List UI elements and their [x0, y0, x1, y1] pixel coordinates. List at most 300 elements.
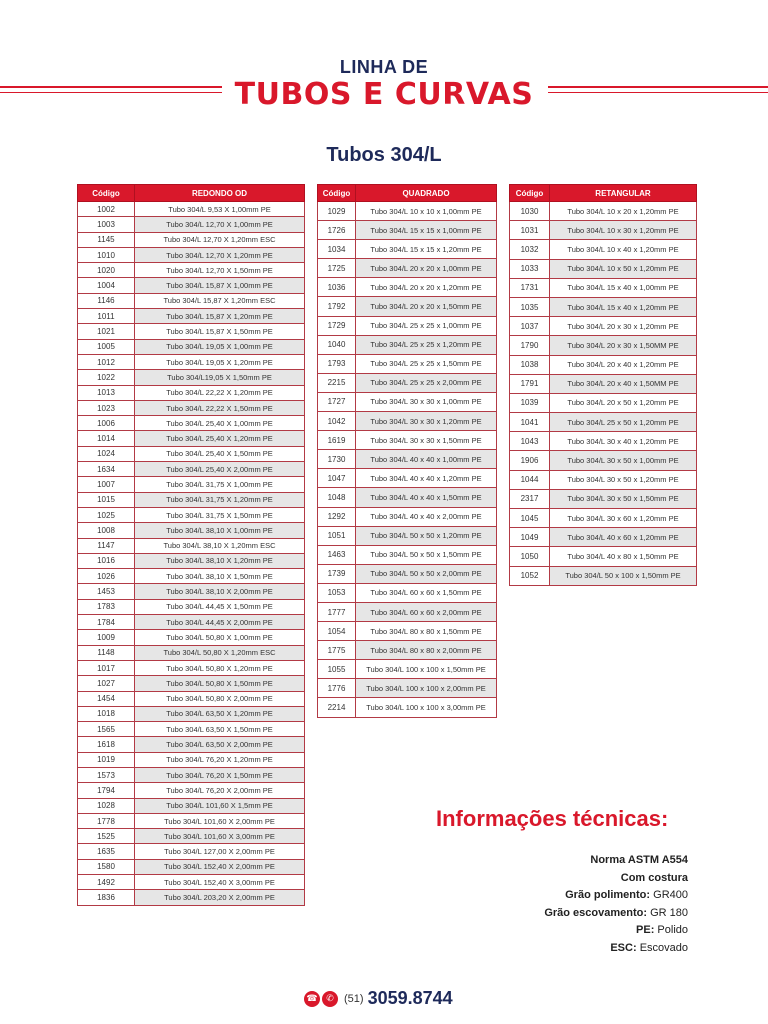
info-label: Com costura [620, 871, 688, 884]
cell-code: 1580 [78, 859, 135, 874]
col-header-code: Código [510, 185, 550, 202]
phone-number[interactable]: 3059.8744 [367, 988, 453, 1008]
cell-code: 1015 [78, 492, 135, 507]
cell-description: Tubo 304/L 60 x 60 x 2,00mm PE [356, 602, 497, 621]
cell-code: 1007 [78, 477, 135, 492]
table-row [510, 202, 697, 221]
cell-code: 1055 [318, 660, 356, 679]
cell-description: Tubo 304/L 50,80 X 1,00mm PE [135, 630, 305, 645]
table-row [78, 462, 305, 477]
table-row [510, 566, 697, 585]
table-row [78, 859, 305, 874]
cell-code: 1791 [510, 374, 550, 393]
info-line [544, 922, 688, 940]
table-row [318, 278, 497, 297]
technical-info [544, 852, 688, 957]
cell-code: 1454 [78, 691, 135, 706]
cell-description: Tubo 304/L 31,75 X 1,00mm PE [135, 477, 305, 492]
cell-description: Tubo 304/L 20 x 30 x 1,50MM PE [550, 336, 697, 355]
table-row [78, 202, 305, 217]
cell-code: 1777 [318, 602, 356, 621]
table-row [510, 240, 697, 259]
table-row [318, 660, 497, 679]
cell-description: Tubo 304/L 25,40 X 1,20mm PE [135, 431, 305, 446]
cell-code: 1906 [510, 451, 550, 470]
cell-code: 1050 [510, 547, 550, 566]
table-row [318, 526, 497, 545]
header-rule-left-thin [0, 92, 222, 93]
table-row [78, 615, 305, 630]
cell-description: Tubo 304/L19,05 X 1,50mm PE [135, 370, 305, 385]
cell-code: 1618 [78, 737, 135, 752]
cell-code: 1565 [78, 722, 135, 737]
cell-code: 1054 [318, 622, 356, 641]
header-main-title: TUBOS E CURVAS [234, 77, 534, 112]
whatsapp-icon[interactable]: ✆ [322, 991, 338, 1007]
cell-code: 1037 [510, 317, 550, 336]
table-row [318, 354, 497, 373]
cell-description: Tubo 304/L 15 x 40 x 1,20mm PE [550, 297, 697, 316]
cell-code: 1029 [318, 202, 356, 221]
cell-code: 1010 [78, 247, 135, 262]
cell-code: 1033 [510, 259, 550, 278]
cell-description: Tubo 304/L 25,40 X 2,00mm PE [135, 462, 305, 477]
cell-description: Tubo 304/L 15,87 X 1,20mm PE [135, 309, 305, 324]
cell-code: 1463 [318, 545, 356, 564]
info-label: PE: [636, 924, 655, 936]
cell-code: 1725 [318, 259, 356, 278]
info-label: Grão polimento: [565, 889, 651, 901]
cell-description: Tubo 304/L 12,70 X 1,20mm ESC [135, 232, 305, 247]
phone-icon[interactable]: ☎ [304, 991, 320, 1007]
cell-code: 1012 [78, 354, 135, 369]
table-row [318, 507, 497, 526]
cell-description: Tubo 304/L 50 x 50 x 1,20mm PE [356, 526, 497, 545]
table-row [318, 583, 497, 602]
table-row [318, 488, 497, 507]
cell-description: Tubo 304/L 44,45 X 1,50mm PE [135, 599, 305, 614]
col-header-retangular: RETANGULAR [550, 185, 697, 202]
table-row [78, 446, 305, 461]
cell-code: 1792 [318, 297, 356, 316]
cell-code: 1031 [510, 221, 550, 240]
cell-description: Tubo 304/L 40 x 60 x 1,20mm PE [550, 528, 697, 547]
cell-description: Tubo 304/L 101,60 X 3,00mm PE [135, 829, 305, 844]
table-row [318, 202, 497, 221]
cell-description: Tubo 304/L 100 x 100 x 2,00mm PE [356, 679, 497, 698]
table-row [78, 217, 305, 232]
cell-code: 1014 [78, 431, 135, 446]
table-row [318, 392, 497, 411]
cell-description: Tubo 304/L 10 x 10 x 1,00mm PE [356, 202, 497, 221]
table-row [510, 336, 697, 355]
cell-code: 1034 [318, 240, 356, 259]
table-row [510, 221, 697, 240]
cell-description: Tubo 304/L 80 x 80 x 2,00mm PE [356, 641, 497, 660]
table-row [78, 844, 305, 859]
cell-code: 1036 [318, 278, 356, 297]
section-subtitle: Tubos 304/L [326, 144, 442, 166]
cell-code: 1017 [78, 660, 135, 675]
cell-description: Tubo 304/L 20 x 20 x 1,50mm PE [356, 297, 497, 316]
cell-code: 2215 [318, 373, 356, 392]
cell-description: Tubo 304/L 44,45 X 2,00mm PE [135, 615, 305, 630]
cell-description: Tubo 304/L 63,50 X 1,50mm PE [135, 722, 305, 737]
cell-description: Tubo 304/L 22,22 X 1,20mm PE [135, 385, 305, 400]
cell-code: 1030 [510, 202, 550, 221]
table-row [318, 297, 497, 316]
cell-description: Tubo 304/L 10 x 30 x 1,20mm PE [550, 221, 697, 240]
table-row [78, 569, 305, 584]
cell-code: 1013 [78, 385, 135, 400]
table-row [78, 752, 305, 767]
page-header [0, 58, 768, 112]
info-line [544, 905, 688, 923]
info-value: Escovado [639, 941, 688, 954]
cell-code: 1016 [78, 553, 135, 568]
cell-code: 1020 [78, 263, 135, 278]
cell-description: Tubo 304/L 12,70 X 1,50mm PE [135, 263, 305, 278]
col-header-code: Código [318, 185, 356, 202]
cell-description: Tubo 304/L 15 x 15 x 1,20mm PE [356, 240, 497, 259]
cell-description: Tubo 304/L 31,75 X 1,20mm PE [135, 492, 305, 507]
cell-description: Tubo 304/L 203,20 X 2,00mm PE [135, 890, 305, 905]
cell-description: Tubo 304/L 38,10 X 1,20mm PE [135, 553, 305, 568]
cell-code: 1145 [78, 232, 135, 247]
cell-code: 1776 [318, 679, 356, 698]
cell-description: Tubo 304/L 10 x 40 x 1,20mm PE [550, 240, 697, 259]
cell-code: 1004 [78, 278, 135, 293]
cell-description: Tubo 304/L 63,50 X 1,20mm PE [135, 706, 305, 721]
table-row [318, 622, 497, 641]
cell-description: Tubo 304/L 30 x 30 x 1,20mm PE [356, 412, 497, 431]
cell-code: 1022 [78, 370, 135, 385]
cell-description: Tubo 304/L 60 x 60 x 1,50mm PE [356, 583, 497, 602]
table-row [318, 221, 497, 240]
cell-description: Tubo 304/L 20 x 20 x 1,00mm PE [356, 259, 497, 278]
table-row [510, 547, 697, 566]
cell-description: Tubo 304/L 25 x 25 x 1,00mm PE [356, 316, 497, 335]
cell-code: 1727 [318, 392, 356, 411]
table-row [78, 890, 305, 905]
table-row [78, 875, 305, 890]
table-row [78, 232, 305, 247]
info-value: GR400 [653, 889, 688, 901]
table-row [318, 641, 497, 660]
table-row [318, 373, 497, 392]
cell-code: 1292 [318, 507, 356, 526]
cell-description: Tubo 304/L 15 x 15 x 1,00mm PE [356, 221, 497, 240]
cell-description: Tubo 304/L 20 x 30 x 1,20mm PE [550, 317, 697, 336]
table-row [78, 263, 305, 278]
table-row [78, 354, 305, 369]
table-row [318, 259, 497, 278]
table-row [78, 370, 305, 385]
cell-code: 1794 [78, 783, 135, 798]
cell-code: 1790 [510, 336, 550, 355]
table-row [510, 278, 697, 297]
table-row [78, 278, 305, 293]
cell-code: 1146 [78, 293, 135, 308]
cell-code: 1147 [78, 538, 135, 553]
header-pre-title: LINHA DE [339, 57, 429, 77]
cell-code: 1005 [78, 339, 135, 354]
table-row [78, 722, 305, 737]
table-row [78, 676, 305, 691]
cell-code: 1027 [78, 676, 135, 691]
cell-code: 1026 [78, 569, 135, 584]
cell-code: 1453 [78, 584, 135, 599]
table-row [78, 829, 305, 844]
cell-description: Tubo 304/L 101,60 X 2,00mm PE [135, 813, 305, 828]
cell-description: Tubo 304/L 50,80 X 1,50mm PE [135, 676, 305, 691]
table-row [318, 412, 497, 431]
info-value: Polido [657, 924, 688, 936]
cell-description: Tubo 304/L 31,75 X 1,50mm PE [135, 507, 305, 522]
table-row [318, 698, 497, 717]
cell-code: 1049 [510, 528, 550, 547]
table-redondo [77, 184, 305, 906]
cell-description: Tubo 304/L 40 x 80 x 1,50mm PE [550, 547, 697, 566]
header-rule-left [0, 86, 222, 88]
cell-description: Tubo 304/L 100 x 100 x 1,50mm PE [356, 660, 497, 679]
cell-code: 1032 [510, 240, 550, 259]
table-row [510, 451, 697, 470]
cell-code: 1726 [318, 221, 356, 240]
table-row [78, 523, 305, 538]
cell-code: 1778 [78, 813, 135, 828]
cell-description: Tubo 304/L 50 x 50 x 1,50mm PE [356, 545, 497, 564]
col-header-redondo: REDONDO OD [135, 185, 305, 202]
cell-description: Tubo 304/L 38,10 X 1,50mm PE [135, 569, 305, 584]
table-row [78, 400, 305, 415]
table-row [318, 450, 497, 469]
cell-code: 1784 [78, 615, 135, 630]
table-row [318, 469, 497, 488]
cell-description: Tubo 304/L 50,80 X 1,20mm ESC [135, 645, 305, 660]
table-row [318, 564, 497, 583]
table-row [510, 374, 697, 393]
cell-description: Tubo 304/L 25 x 50 x 1,20mm PE [550, 413, 697, 432]
cell-code: 1731 [510, 278, 550, 297]
table-row [78, 706, 305, 721]
cell-code: 1492 [78, 875, 135, 890]
cell-code: 1525 [78, 829, 135, 844]
cell-description: Tubo 304/L 12,70 X 1,20mm PE [135, 247, 305, 262]
cell-code: 1634 [78, 462, 135, 477]
table-row [78, 553, 305, 568]
table-row [510, 432, 697, 451]
cell-description: Tubo 304/L 30 x 50 x 1,00mm PE [550, 451, 697, 470]
table-row [78, 416, 305, 431]
table-row [78, 339, 305, 354]
cell-description: Tubo 304/L 30 x 30 x 1,00mm PE [356, 392, 497, 411]
cell-description: Tubo 304/L 30 x 60 x 1,20mm PE [550, 509, 697, 528]
cell-description: Tubo 304/L 101,60 X 1,5mm PE [135, 798, 305, 813]
cell-description: Tubo 304/L 40 x 40 x 2,00mm PE [356, 507, 497, 526]
col-header-quadrado: QUADRADO [356, 185, 497, 202]
cell-description: Tubo 304/L 40 x 40 x 1,50mm PE [356, 488, 497, 507]
table-row [510, 413, 697, 432]
table-row [78, 630, 305, 645]
cell-description: Tubo 304/L 50 x 100 x 1,50mm PE [550, 566, 697, 585]
table-row [78, 767, 305, 782]
table-row [510, 509, 697, 528]
cell-code: 1009 [78, 630, 135, 645]
cell-code: 1053 [318, 583, 356, 602]
cell-code: 1148 [78, 645, 135, 660]
table-row [78, 783, 305, 798]
table-quadrado [317, 184, 497, 718]
cell-description: Tubo 304/L 15,87 X 1,50mm PE [135, 324, 305, 339]
cell-description: Tubo 304/L 22,22 X 1,50mm PE [135, 400, 305, 415]
cell-code: 1729 [318, 316, 356, 335]
table-row [78, 645, 305, 660]
table-row [510, 297, 697, 316]
info-label: Grão escovamento: [544, 906, 648, 919]
cell-code: 1052 [510, 566, 550, 585]
table-row [78, 691, 305, 706]
table-row [318, 602, 497, 621]
table-row [78, 798, 305, 813]
cell-description: Tubo 304/L 30 x 40 x 1,20mm PE [550, 432, 697, 451]
cell-code: 1739 [318, 564, 356, 583]
table-row [318, 431, 497, 450]
cell-description: Tubo 304/L 19,05 X 1,00mm PE [135, 339, 305, 354]
info-title: Informações técnicas: [436, 806, 669, 831]
cell-description: Tubo 304/L 76,20 X 2,00mm PE [135, 783, 305, 798]
cell-code: 1039 [510, 393, 550, 412]
contact-footer [304, 988, 453, 1009]
table-row [78, 737, 305, 752]
cell-code: 1635 [78, 844, 135, 859]
cell-description: Tubo 304/L 152,40 X 3,00mm PE [135, 875, 305, 890]
cell-description: Tubo 304/L 10 x 50 x 1,20mm PE [550, 259, 697, 278]
cell-code: 1048 [318, 488, 356, 507]
cell-description: Tubo 304/L 38,10 X 1,20mm ESC [135, 538, 305, 553]
cell-description: Tubo 304/L 40 x 40 x 1,00mm PE [356, 450, 497, 469]
cell-code: 1035 [510, 297, 550, 316]
header-rule-right-thin [548, 92, 768, 93]
cell-description: Tubo 304/L 30 x 30 x 1,50mm PE [356, 431, 497, 450]
header-rule-right [548, 86, 768, 88]
cell-code: 2317 [510, 489, 550, 508]
cell-description: Tubo 304/L 25,40 X 1,50mm PE [135, 446, 305, 461]
cell-code: 1045 [510, 509, 550, 528]
cell-code: 1019 [78, 752, 135, 767]
table-row [510, 259, 697, 278]
cell-description: Tubo 304/L 10 x 20 x 1,20mm PE [550, 202, 697, 221]
cell-description: Tubo 304/L 100 x 100 x 3,00mm PE [356, 698, 497, 717]
cell-code: 1023 [78, 400, 135, 415]
table-row [318, 679, 497, 698]
table-row [78, 247, 305, 262]
cell-description: Tubo 304/L 152,40 X 2,00mm PE [135, 859, 305, 874]
cell-code: 1038 [510, 355, 550, 374]
table-row [318, 240, 497, 259]
cell-description: Tubo 304/L 20 x 40 x 1,20mm PE [550, 355, 697, 374]
info-line [544, 852, 688, 870]
phone-area-code: (51) [344, 992, 364, 1005]
cell-code: 1003 [78, 217, 135, 232]
cell-description: Tubo 304/L 50 x 50 x 2,00mm PE [356, 564, 497, 583]
table-row [78, 538, 305, 553]
cell-code: 1836 [78, 890, 135, 905]
table-row [78, 492, 305, 507]
cell-description: Tubo 304/L 30 x 50 x 1,50mm PE [550, 489, 697, 508]
cell-description: Tubo 304/L 20 x 40 x 1,50MM PE [550, 374, 697, 393]
table-row [510, 470, 697, 489]
table-row [318, 316, 497, 335]
cell-code: 1041 [510, 413, 550, 432]
cell-description: Tubo 304/L 76,20 X 1,20mm PE [135, 752, 305, 767]
col-header-code: Código [78, 185, 135, 202]
table-row [318, 335, 497, 354]
table-row [510, 393, 697, 412]
cell-description: Tubo 304/L 50,80 X 2,00mm PE [135, 691, 305, 706]
cell-code: 1730 [318, 450, 356, 469]
table-row [78, 584, 305, 599]
table-row [78, 309, 305, 324]
cell-code: 1002 [78, 202, 135, 217]
cell-description: Tubo 304/L 76,20 X 1,50mm PE [135, 767, 305, 782]
cell-description: Tubo 304/L 63,50 X 2,00mm PE [135, 737, 305, 752]
info-line [544, 870, 688, 888]
table-row [78, 385, 305, 400]
cell-description: Tubo 304/L 80 x 80 x 1,50mm PE [356, 622, 497, 641]
info-label: Norma ASTM A554 [590, 854, 688, 866]
cell-description: Tubo 304/L 12,70 X 1,00mm PE [135, 217, 305, 232]
cell-code: 1573 [78, 767, 135, 782]
cell-code: 1025 [78, 507, 135, 522]
table-retangular [509, 184, 697, 586]
cell-description: Tubo 304/L 30 x 50 x 1,20mm PE [550, 470, 697, 489]
cell-description: Tubo 304/L 127,00 X 2,00mm PE [135, 844, 305, 859]
cell-description: Tubo 304/L 19,05 X 1,20mm PE [135, 354, 305, 369]
cell-description: Tubo 304/L 25 x 25 x 1,50mm PE [356, 354, 497, 373]
cell-code: 1783 [78, 599, 135, 614]
table-row [78, 477, 305, 492]
cell-description: Tubo 304/L 15 x 40 x 1,00mm PE [550, 278, 697, 297]
cell-code: 2214 [318, 698, 356, 717]
table-row [318, 545, 497, 564]
cell-code: 1040 [318, 335, 356, 354]
table-row [510, 355, 697, 374]
cell-code: 1044 [510, 470, 550, 489]
cell-code: 1028 [78, 798, 135, 813]
table-row [510, 489, 697, 508]
cell-description: Tubo 304/L 15,87 X 1,20mm ESC [135, 293, 305, 308]
cell-description: Tubo 304/L 50,80 X 1,20mm PE [135, 660, 305, 675]
cell-code: 1051 [318, 526, 356, 545]
cell-description: Tubo 304/L 20 x 20 x 1,20mm PE [356, 278, 497, 297]
cell-code: 1047 [318, 469, 356, 488]
cell-code: 1008 [78, 523, 135, 538]
cell-description: Tubo 304/L 25,40 X 1,00mm PE [135, 416, 305, 431]
cell-code: 1011 [78, 309, 135, 324]
cell-code: 1042 [318, 412, 356, 431]
table-row [510, 317, 697, 336]
cell-code: 1018 [78, 706, 135, 721]
cell-code: 1619 [318, 431, 356, 450]
cell-description: Tubo 304/L 9,53 X 1,00mm PE [135, 202, 305, 217]
cell-description: Tubo 304/L 25 x 25 x 2,00mm PE [356, 373, 497, 392]
info-value: GR 180 [650, 906, 688, 919]
table-row [78, 599, 305, 614]
table-row [78, 431, 305, 446]
cell-description: Tubo 304/L 20 x 50 x 1,20mm PE [550, 393, 697, 412]
cell-code: 1793 [318, 354, 356, 373]
